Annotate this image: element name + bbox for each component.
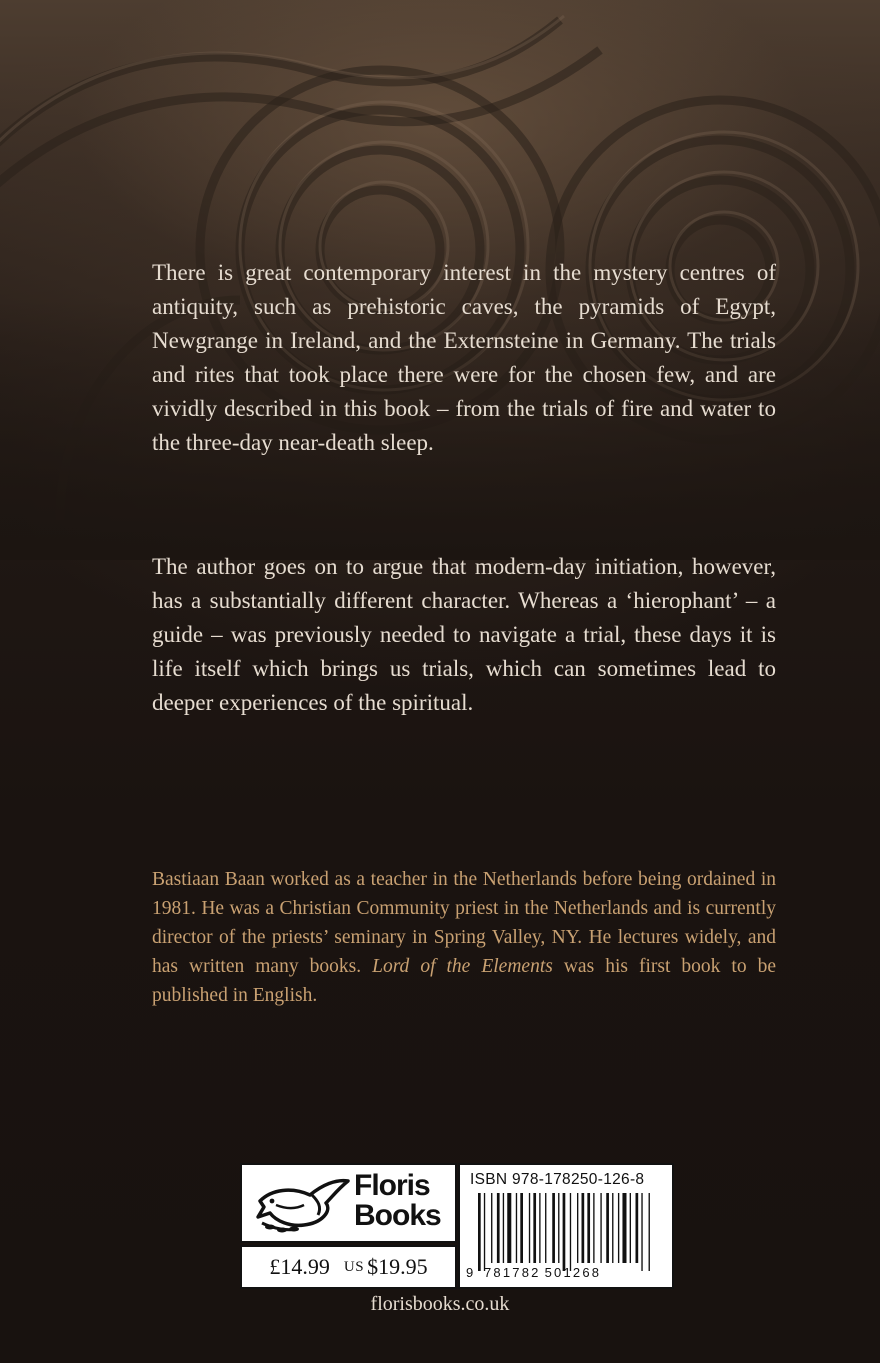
barcode-bar [593,1193,594,1263]
barcode-bar [491,1193,492,1263]
publisher-name-line-1: Floris [354,1169,430,1202]
barcode-bar [516,1193,517,1263]
barcode-box [458,1163,674,1289]
barcode-bar [533,1193,536,1263]
price-us-label: US [343,1258,365,1275]
barcode-bar [552,1193,555,1263]
publisher-logo-box [240,1163,457,1243]
description-paragraph-1: There is great contemporary interest in the mystery centres of antiquity, such as prehistoric caves, the pyramids of Egypt, Newgrange in Ireland, and the Externsteine in Germany. The trials and rites that took place there were for the chosen few, and are vividly described in this book – from the trials of fire and water to the three-day near-death sleep. [152,260,776,455]
barcode-lead-digit: 9 [466,1265,474,1280]
barcode-bar [507,1193,511,1263]
barcode-digit-group-2: 501268 [544,1265,602,1280]
dove-with-olive-branch-icon [252,1171,352,1235]
barcode-bar [636,1193,639,1263]
barcode-bar [600,1193,601,1263]
publisher-name-line-2: Books [354,1199,441,1232]
barcode-bar [545,1193,546,1263]
barcode-bar [478,1193,481,1271]
barcode-bar [587,1193,590,1263]
barcode-bar [484,1193,485,1271]
publisher-name [354,1171,450,1231]
barcode-bar [612,1193,613,1263]
barcode-bar [641,1193,642,1271]
isbn-label: ISBN 978-178250-126-8 [470,1171,645,1188]
barcode-bar [520,1193,523,1263]
author-bio-text-end: was his first book to be published in English. [152,956,776,1006]
barcode-bar [577,1193,578,1263]
price-gbp: £14.99 [269,1254,330,1279]
price-box [240,1245,457,1289]
barcode-digit-group-1: 781782 [484,1265,541,1280]
barcode-bar [497,1193,500,1263]
price-usd: $19.95 [367,1254,428,1279]
barcode-bar [630,1193,631,1263]
barcode-bar [563,1193,566,1271]
barcode-bar [649,1193,650,1271]
barcode-bar [618,1193,619,1263]
author-bio [152,865,776,1010]
barcode-bar [606,1193,609,1263]
barcode-bar [539,1193,540,1263]
barcode-digits [466,1265,601,1280]
barcode-bar [529,1193,530,1263]
publisher-website: florisbooks.co.uk [370,1293,510,1315]
barcode-bar [622,1193,626,1263]
barcode-bar [570,1193,571,1271]
book-title-reference: Lord of the Elements [372,956,553,977]
barcode-bar [558,1193,559,1263]
barcode-bar [503,1193,504,1263]
barcode-icon [468,1193,664,1271]
author-bio-text: Bastiaan Baan worked as a teacher in the Netherlands before being ordained in 1981. He was a Christian Community priest in the Netherlands and is currently director of the priests’ seminary in Spring Valley, NY. He lectures widely, and has written many books. [152,869,776,977]
barcode-bar [582,1193,585,1263]
description-paragraph-2: The author goes on to argue that modern-day initiation, however, has a substantially different character. Whereas a ‘hierophant’ – a guide – was previously needed to navigate a trial, these days it is life itself which brings us trials, which can sometimes lead to deeper experiences of the spiritual. [152,554,776,715]
